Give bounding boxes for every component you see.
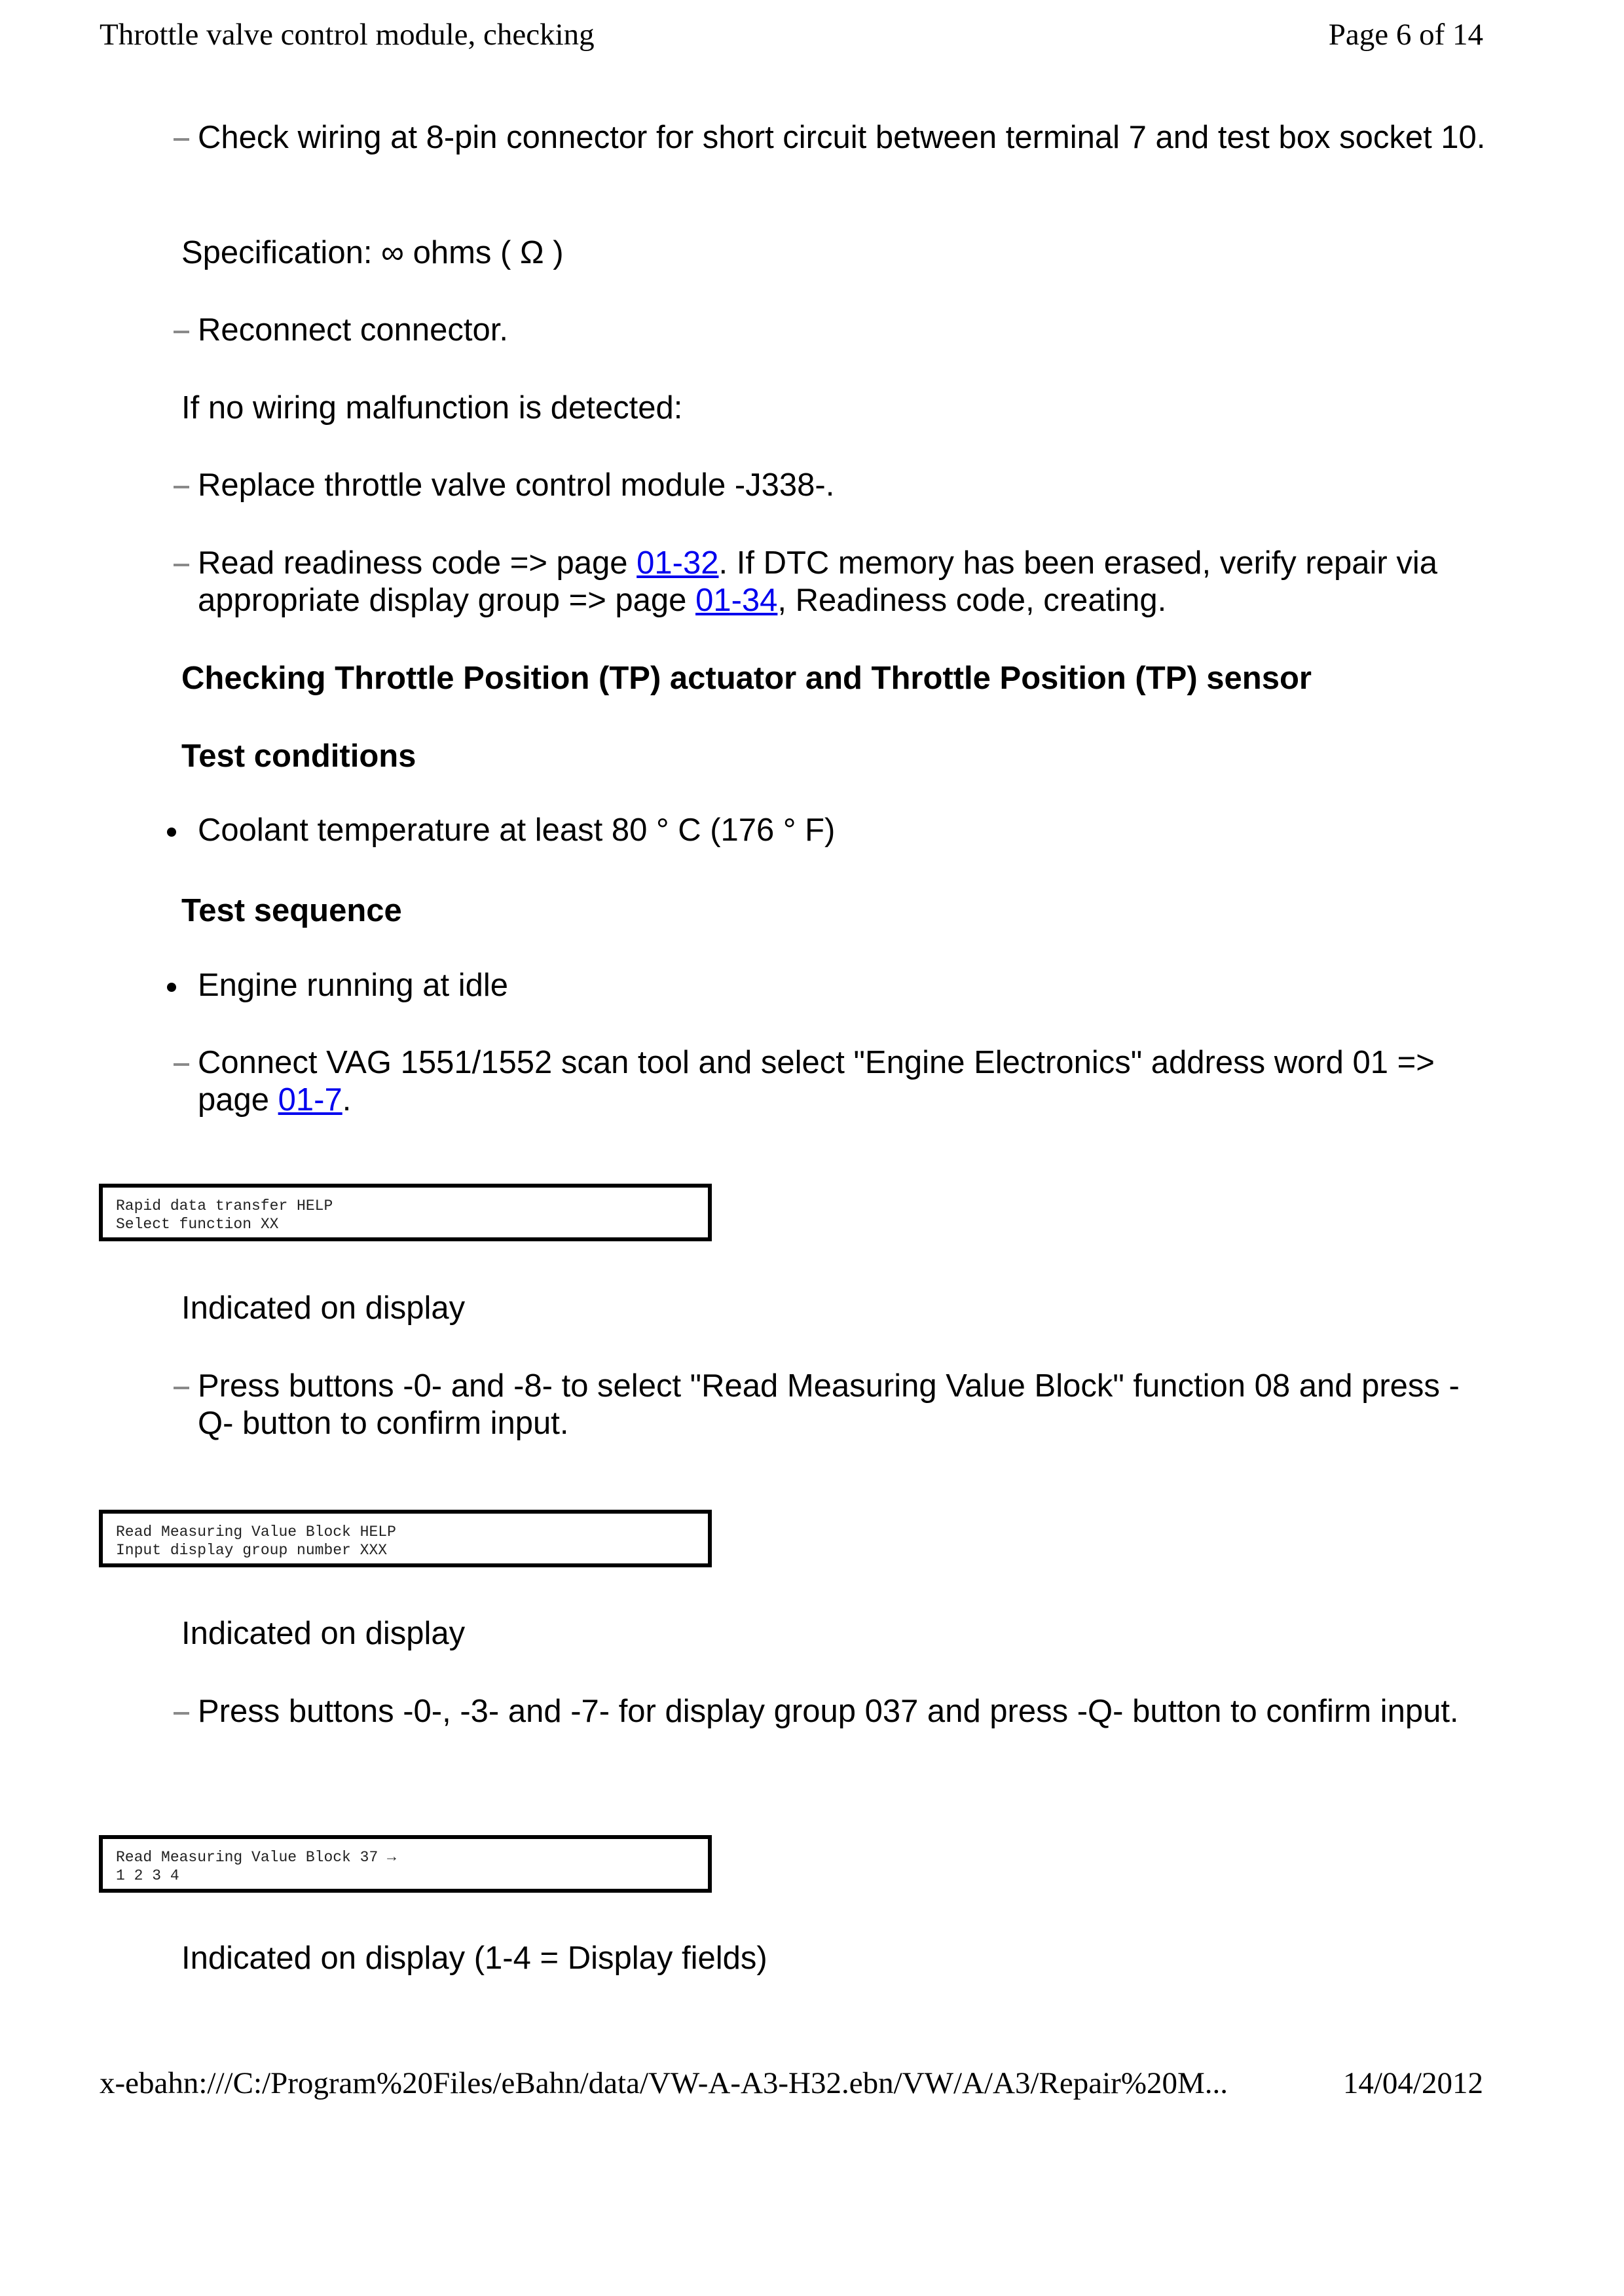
step-text: Press buttons -0- and -8- to select "Read Measuring Value Block" function 08 and press -Q- button to confirm input. [198,1368,1460,1441]
page-number: Page 6 of 14 [1328,18,1483,52]
test-conditions-label: Test conditions [181,738,416,774]
step-text: Replace throttle valve control module -J338-. [198,467,835,503]
step-press-function-08 [198,1368,1488,1442]
document-path: x-ebahn:///C:/Program%20Files/eBahn/data/VW-A-A3-H32.ebn/VW/A/A3/Repair%20M... [100,2066,1228,2100]
scan-tool-display-2 [99,1510,712,1567]
link-01-7[interactable]: 01-7 [278,1082,342,1118]
dash-icon [174,564,189,566]
document-title: Throttle valve control module, checking [100,18,595,52]
condition-text: Coolant temperature at least 80 ° C (176 ° F) [198,812,836,848]
display-caption-3: Indicated on display (1-4 = Display fields) [181,1941,767,1976]
dash-icon [174,331,189,333]
bullet-icon [167,828,176,837]
step-readiness [198,545,1488,619]
dash-icon [174,486,189,488]
step-press-group-037 [198,1693,1488,1730]
display-line-2: Select function XX [116,1216,279,1233]
display-line-2: 1 2 3 4 [116,1867,179,1884]
scan-tool-display-3 [99,1835,712,1893]
step-text: , Readiness code, creating. [777,583,1167,618]
step-text: . [342,1082,352,1118]
display-line-1: Rapid data transfer HELP [116,1197,333,1214]
dash-icon [174,1712,189,1715]
step-text: Connect VAG 1551/1552 scan tool and select "Engine Electronics" address word 01 => page [198,1045,1435,1118]
page-header [100,17,1483,52]
step-text: Press buttons -0-, -3- and -7- for display group 037 and press -Q- button to confirm input. [198,1694,1459,1729]
dash-icon [174,1387,189,1389]
display-line-1: Read Measuring Value Block HELP [116,1523,396,1540]
step-replace [198,467,1488,504]
test-sequence-label: Test sequence [181,893,402,928]
step-text: Reconnect connector. [198,312,508,348]
step-text: Read readiness code => page [198,545,637,581]
step-text: . If DTC memory has been erased, verify repair via appropriate display group => page [198,545,1437,618]
sequence-text: Engine running at idle [198,968,509,1003]
scan-tool-display-1 [99,1184,712,1241]
condition-item [198,812,1488,849]
dash-icon [174,138,189,141]
dash-icon [174,1063,189,1066]
condition-note: If no wiring malfunction is detected: [181,390,683,426]
step-text: Check wiring at 8-pin connector for short circuit between terminal 7 and test box socket 10. [198,120,1486,155]
sequence-item [198,967,1488,1004]
step-connect-scan-tool [198,1044,1488,1119]
display-caption-2: Indicated on display [181,1616,466,1651]
specification: Specification: ∞ ohms ( Ω ) [181,235,564,270]
display-line-1: Read Measuring Value Block 37 → [116,1849,396,1866]
link-01-34[interactable]: 01-34 [695,583,778,618]
bullet-icon [167,983,176,992]
step-reconnect [198,312,1488,349]
display-line-2: Input display group number XXX [116,1542,388,1559]
step-check-wiring [198,119,1488,156]
section-heading: Checking Throttle Position (TP) actuator and Throttle Position (TP) sensor [181,661,1312,696]
link-01-32[interactable]: 01-32 [637,545,719,581]
display-caption-1: Indicated on display [181,1290,466,1326]
print-date: 14/04/2012 [1342,2066,1483,2100]
page-footer [100,2066,1483,2101]
